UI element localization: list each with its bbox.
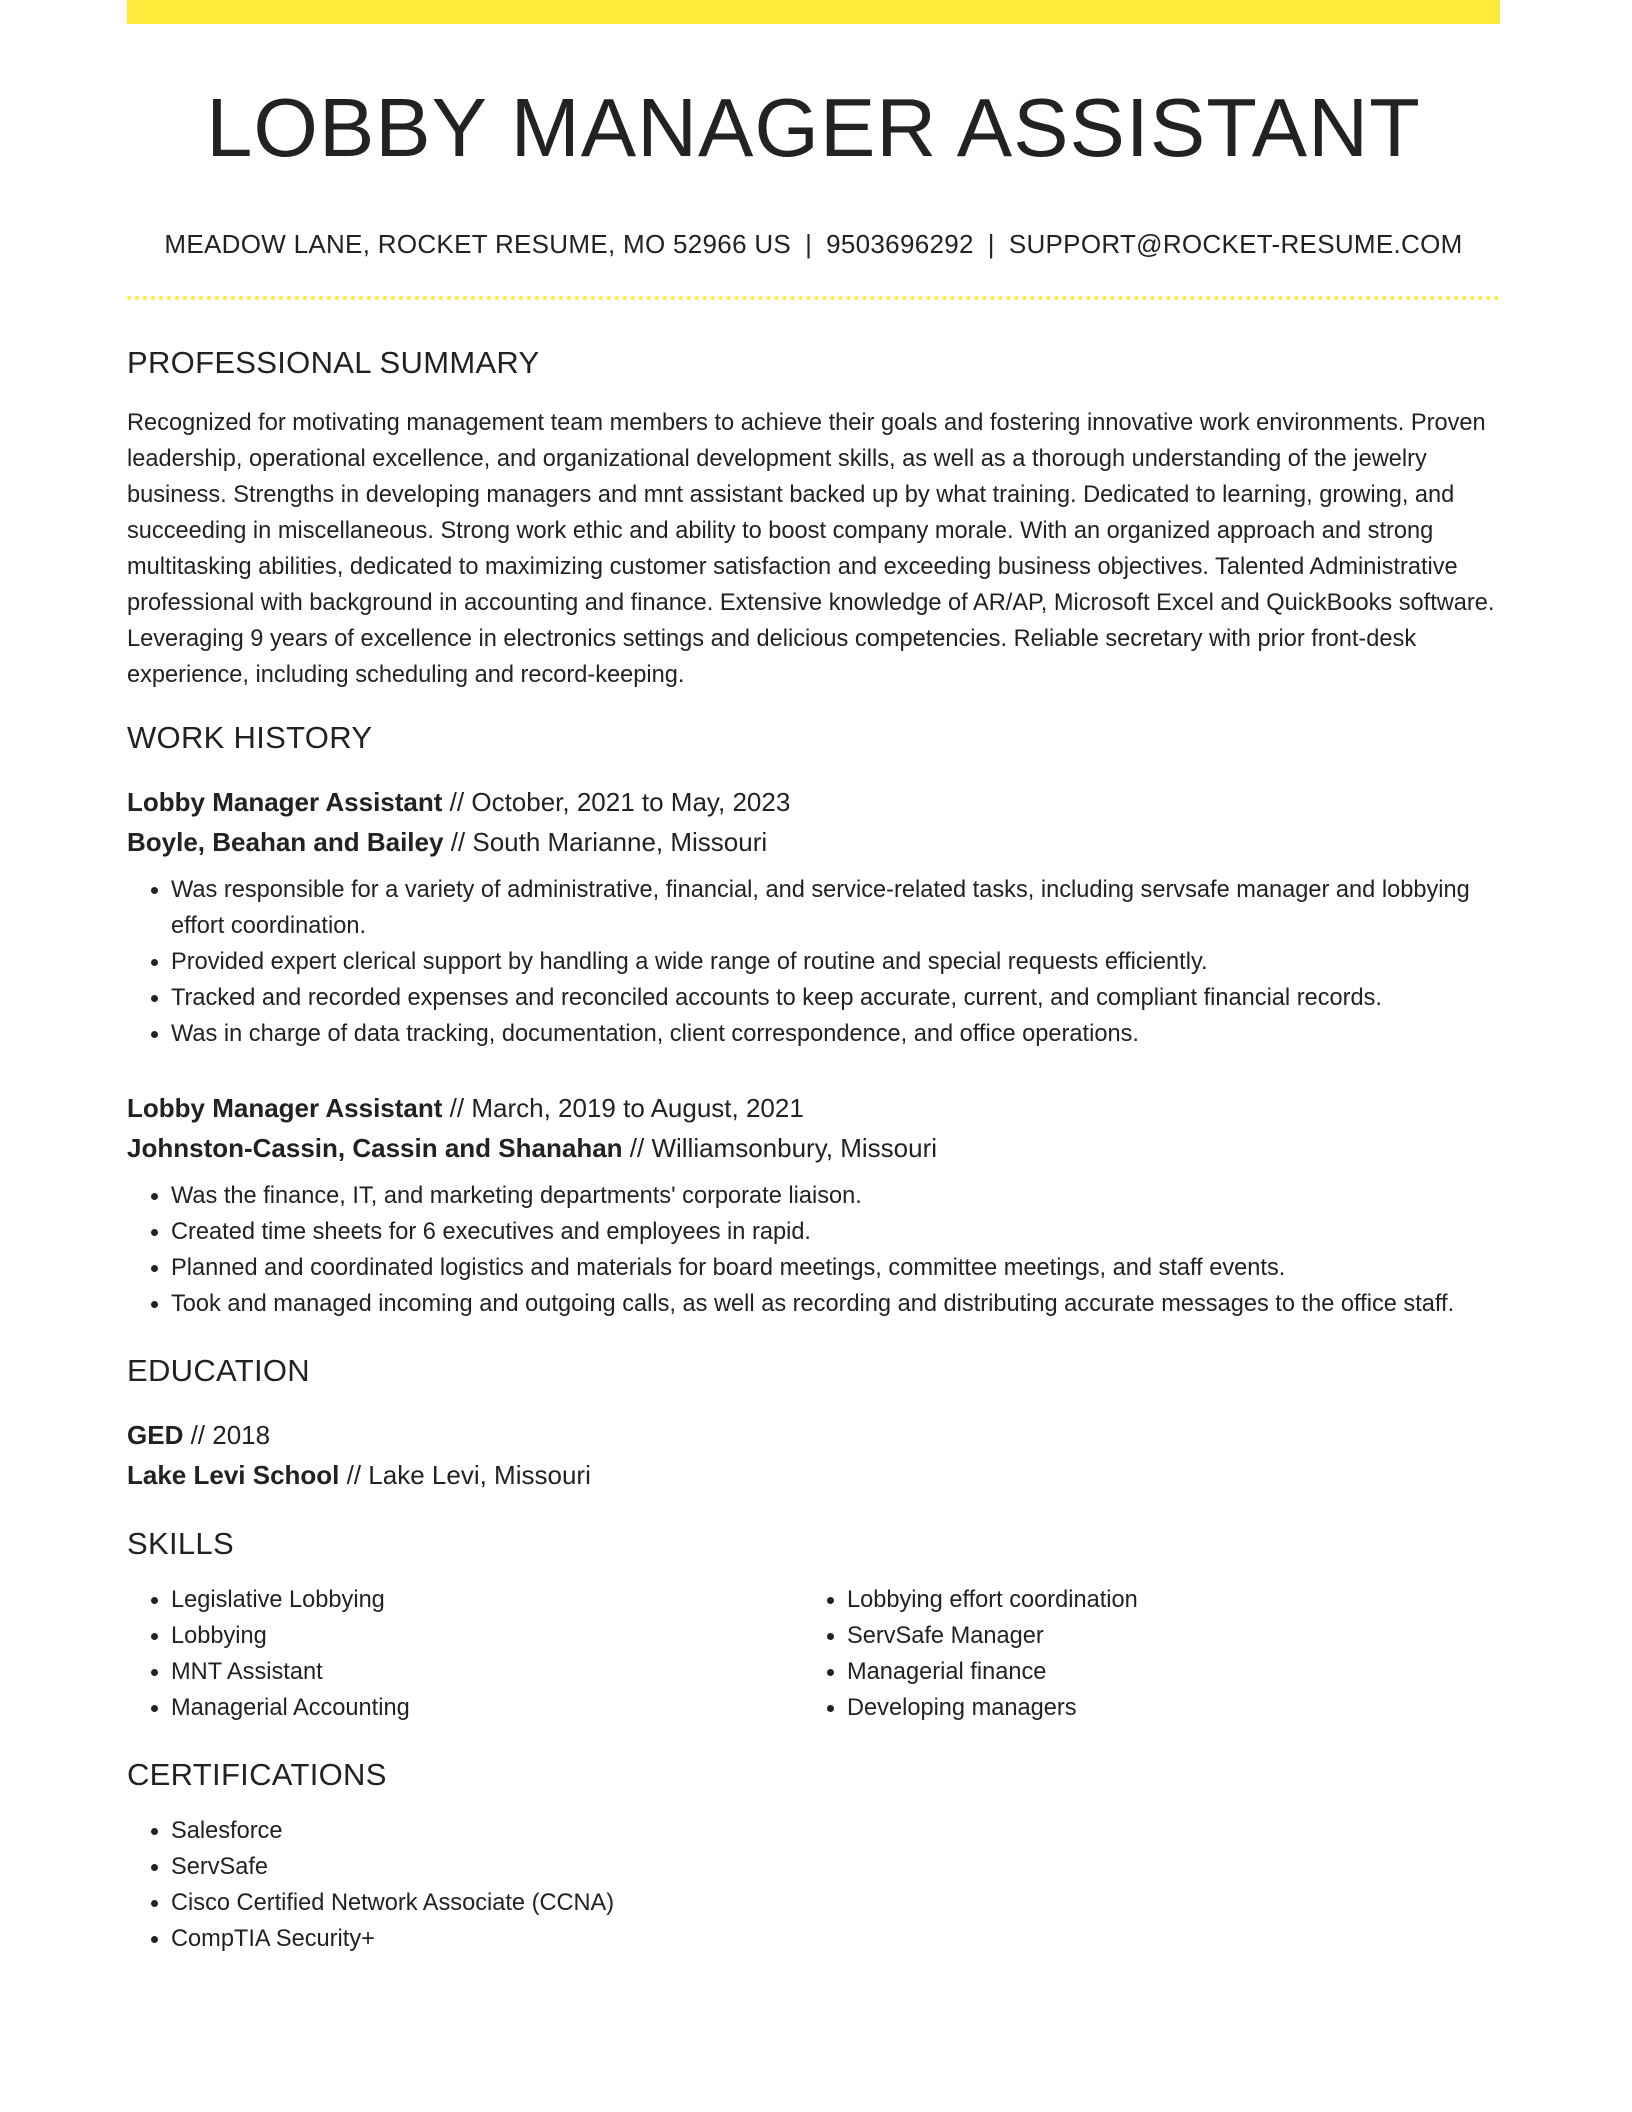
list-item: • Legislative Lobbying <box>171 1582 803 1618</box>
list-item: • CompTIA Security+ <box>171 1921 1500 1957</box>
list-item: • Lobbying effort coordination <box>847 1582 1479 1618</box>
job-company-line <box>127 822 1500 862</box>
list-item: • Managerial Accounting <box>171 1690 803 1726</box>
list-item: • ServSafe <box>171 1849 1500 1885</box>
list-item: • Was responsible for a variety of administrative, financial, and service-related tasks, including servsafe manager and lobbying effort coordination. <box>171 872 1500 944</box>
job-position: Lobby Manager Assistant <box>127 786 443 817</box>
job-title-line <box>127 782 1500 822</box>
job-dates: // March, 2019 to August, 2021 <box>449 1092 804 1123</box>
job-dates: // October, 2021 to May, 2023 <box>449 786 791 817</box>
skills-column-left <box>127 1582 803 1726</box>
list-item: • Salesforce <box>171 1813 1500 1849</box>
list-item: • Was the finance, IT, and marketing departments' corporate liaison. <box>171 1178 1500 1214</box>
accent-top-bar <box>127 0 1500 24</box>
summary-text: Recognized for motivating management team members to achieve their goals and fostering innovative work environments. Proven leadership, operational excellence, and organizational development skills, as well as a thorough understanding of the jewelry business. Strengths in developing managers and mnt assistant backed up by what training. Dedicated to learning, growing, and succeeding in miscellaneous. Strong work ethic and ability to boost company morale. With an organized approach and strong multitasking abilities, dedicated to maximizing customer satisfaction and exceeding business objectives. Talented Administrative professional with background in accounting and finance. Extensive knowledge of AR/AP, Microsoft Excel and QuickBooks software. Leveraging 9 years of excellence in electronics settings and delicious competencies. Reliable secretary with prior front-desk experience, including scheduling and record-keeping. <box>127 409 1495 688</box>
list-item: • ServSafe Manager <box>847 1618 1479 1654</box>
dotted-divider <box>127 296 1500 300</box>
job-entry <box>127 1088 1500 1322</box>
job-entry <box>127 782 1500 1052</box>
list-item: • Took and managed incoming and outgoing calls, as well as recording and distributing accurate messages to the office staff. <box>171 1286 1500 1322</box>
contact-phone: 9503696292 <box>826 229 974 260</box>
education-school: Lake Levi School <box>127 1460 340 1491</box>
skills-column-right <box>803 1582 1479 1726</box>
job-bullets <box>127 1178 1500 1322</box>
certifications-list <box>127 1813 1500 1957</box>
job-bullets <box>127 872 1500 1052</box>
work-history-heading: WORK HISTORY <box>127 719 373 755</box>
contact-email[interactable]: SUPPORT@ROCKET-RESUME.COM <box>1008 229 1463 260</box>
job-company-line <box>127 1128 1500 1168</box>
education-location: // Lake Levi, Missouri <box>346 1460 591 1491</box>
education-degree-line <box>127 1415 1500 1455</box>
list-item: • Cisco Certified Network Associate (CCNA) <box>171 1885 1500 1921</box>
contact-address: MEADOW LANE, ROCKET RESUME, MO 52966 US <box>164 229 792 260</box>
education-entry <box>127 1415 1500 1495</box>
list-item: • Provided expert clerical support by handling a wide range of routine and special requests efficiently. <box>171 944 1500 980</box>
skills-heading: SKILLS <box>127 1526 234 1562</box>
job-location: // Williamsonbury, Missouri <box>629 1132 938 1163</box>
job-title-line <box>127 1088 1500 1128</box>
job-location: // South Marianne, Missouri <box>450 826 768 857</box>
skills-list <box>127 1582 803 1726</box>
education-degree: GED <box>127 1420 184 1451</box>
education-school-line <box>127 1455 1500 1495</box>
resume-page <box>127 0 1500 1957</box>
list-item: • Developing managers <box>847 1690 1479 1726</box>
candidate-name: LOBBY MANAGER ASSISTANT <box>206 81 1421 174</box>
list-item: • Managerial finance <box>847 1654 1479 1690</box>
skills-grid <box>127 1582 1500 1726</box>
job-position: Lobby Manager Assistant <box>127 1092 443 1123</box>
education-year: // 2018 <box>190 1420 271 1451</box>
list-item: • Tracked and recorded expenses and reconciled accounts to keep accurate, current, and compliant financial records. <box>171 980 1500 1016</box>
job-company: Boyle, Beahan and Bailey <box>127 826 444 857</box>
list-item: • MNT Assistant <box>171 1654 803 1690</box>
list-item: • Lobbying <box>171 1618 803 1654</box>
certifications-heading: CERTIFICATIONS <box>127 1757 387 1793</box>
skills-list <box>803 1582 1479 1726</box>
summary-heading: PROFESSIONAL SUMMARY <box>127 345 540 381</box>
contact-separator: | <box>987 229 995 260</box>
job-company: Johnston-Cassin, Cassin and Shanahan <box>127 1132 623 1163</box>
list-item: • Created time sheets for 6 executives and employees in rapid. <box>171 1214 1500 1250</box>
list-item: • Planned and coordinated logistics and materials for board meetings, committee meetings, and staff events. <box>171 1250 1500 1286</box>
contact-line <box>127 229 1500 260</box>
education-heading: EDUCATION <box>127 1352 310 1388</box>
list-item: • Was in charge of data tracking, documentation, client correspondence, and office operations. <box>171 1016 1500 1052</box>
contact-separator: | <box>805 229 813 260</box>
